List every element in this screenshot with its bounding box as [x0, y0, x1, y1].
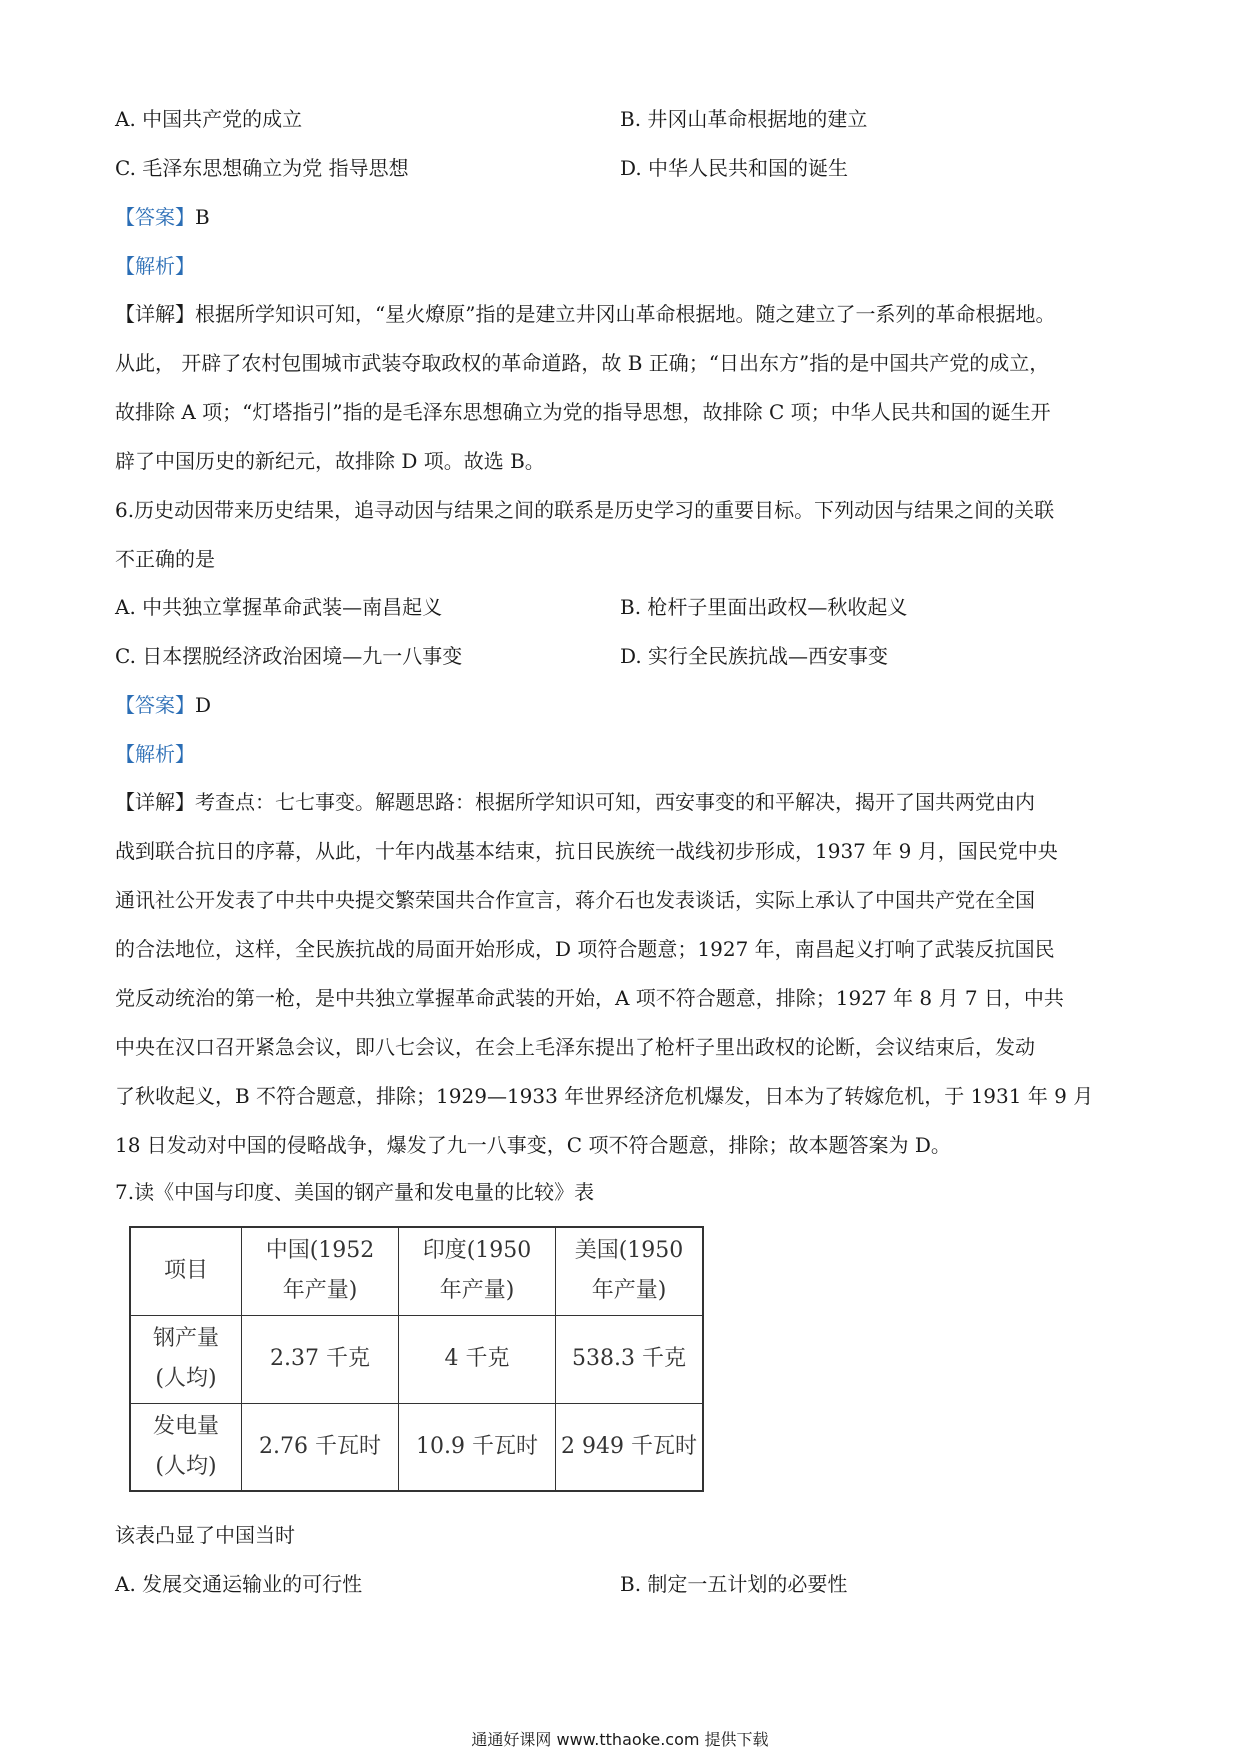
answer-tag: 【答案】 — [115, 693, 195, 717]
q5-detail-line: 故排除 A 项；“灯塔指引”指的是毛泽东思想确立为党的指导思想，故排除 C 项；中华人民共和国的诞生开 — [115, 400, 1051, 424]
table-header-cell: 中国(1952 年产量) — [242, 1227, 399, 1315]
table-row — [130, 1403, 703, 1491]
q5-detail-line: 从此， 开辟了农村包围城市武装夺取政权的革命道路，故 B 正确；“日出东方”指的是中国共产党的成立， — [115, 351, 1050, 375]
q7-stem: 7.读《中国与印度、美国的钢产量和发电量的比较》表 — [115, 1180, 595, 1204]
table-header-cell: 美国(1950 年产量) — [556, 1227, 704, 1315]
q6-option-b: B. 枪杆子里面出政权—秋收起义 — [620, 595, 908, 619]
q6-option-a: A. 中共独立掌握革命武装—南昌起义 — [115, 595, 443, 619]
table-cell: 2.76 千瓦时 — [242, 1403, 399, 1491]
q5-detail — [115, 290, 1130, 486]
table-header-cell: 印度(1950 年产量) — [399, 1227, 556, 1315]
q6-detail-line: 了秋收起义，B 不符合题意，排除；1929—1933 年世界经济危机爆发，日本为了转嫁危机，于 1931 年 9 月 — [115, 1084, 1094, 1108]
table-header-cell: 项目 — [130, 1227, 242, 1315]
q5-option-d: D. 中华人民共和国的诞生 — [620, 156, 849, 180]
q6-detail-line: 18 日发动对中国的侵略战争，爆发了九一八事变，C 项不符合题意，排除；故本题答案为 D。 — [115, 1133, 951, 1157]
q5-option-a: A. 中国共产党的成立 — [115, 107, 303, 131]
q6-answer — [115, 691, 211, 719]
q6-detail-line: 战到联合抗日的序幕，从此，十年内战基本结束，抗日民族统一战线初步形成，1937 年 9 月，国民党中央 — [115, 839, 1058, 863]
answer-value: B — [195, 205, 210, 229]
q5-detail-line: 辟了中国历史的新纪元，故排除 D 项。故选 B。 — [115, 449, 545, 473]
q5-option-c: C. 毛泽东思想确立为党 指导思想 — [115, 156, 409, 180]
q6-analysis-tag: 【解析】 — [115, 742, 195, 766]
q6-stem-line: 6.历史动因带来历史结果，追寻动因与结果之间的联系是历史学习的重要目标。下列动因与结果之间的关联 — [115, 498, 1055, 522]
table-header-row — [130, 1227, 703, 1315]
table-row-label: 钢产量 (人均) — [130, 1315, 242, 1403]
page-footer: 通通好课网 www.tthaoke.com 提供下载 — [471, 1730, 769, 1749]
q6-detail-line: 中央在汉口召开紧急会议，即八七会议，在会上毛泽东提出了枪杆子里出政权的论断，会议结束后，发动 — [115, 1035, 1035, 1059]
q6-option-d: D. 实行全民族抗战—西安事变 — [620, 644, 889, 668]
q6-option-c: C. 日本摆脱经济政治困境—九一八事变 — [115, 644, 463, 668]
q6-detail-line: 党反动统治的第一枪，是中共独立掌握革命武装的开始，A 项不符合题意，排除；1927 年 8 月 7 日，中共 — [115, 986, 1064, 1010]
table-cell: 10.9 千瓦时 — [399, 1403, 556, 1491]
q7-option-b: B. 制定一五计划的必要性 — [620, 1572, 848, 1596]
table-row — [130, 1315, 703, 1403]
table-cell: 4 千克 — [399, 1315, 556, 1403]
q5-answer — [115, 203, 210, 231]
answer-tag: 【答案】 — [115, 205, 195, 229]
comparison-table — [129, 1226, 704, 1492]
q5-analysis-tag: 【解析】 — [115, 254, 195, 278]
q7-option-a: A. 发展交通运输业的可行性 — [115, 1572, 363, 1596]
q6-stem — [115, 486, 1130, 584]
table-cell: 2.37 千克 — [242, 1315, 399, 1403]
table-cell: 538.3 千克 — [556, 1315, 704, 1403]
q5-detail-line: 【详解】根据所学知识可知，“星火燎原”指的是建立井冈山革命根据地。随之建立了一系列的革命根据地。 — [115, 302, 1056, 326]
q7-question: 该表凸显了中国当时 — [115, 1523, 295, 1547]
table-cell: 2 949 千瓦时 — [556, 1403, 704, 1491]
q6-detail-line: 通讯社公开发表了中共中央提交繁荣国共合作宣言，蒋介石也发表谈话，实际上承认了中国共产党在全国 — [115, 888, 1035, 912]
q5-option-b: B. 井冈山革命根据地的建立 — [620, 107, 868, 131]
q6-detail-line: 的合法地位，这样，全民族抗战的局面开始形成，D 项符合题意；1927 年，南昌起义打响了武装反抗国民 — [115, 937, 1055, 961]
q6-detail-line: 【详解】考查点：七七事变。解题思路：根据所学知识可知，西安事变的和平解决，揭开了国共两党由内 — [115, 790, 1035, 814]
answer-value: D — [195, 693, 212, 717]
q6-stem-line: 不正确的是 — [115, 547, 215, 571]
table-row-label: 发电量 (人均) — [130, 1403, 242, 1491]
q6-detail — [115, 778, 1130, 1170]
